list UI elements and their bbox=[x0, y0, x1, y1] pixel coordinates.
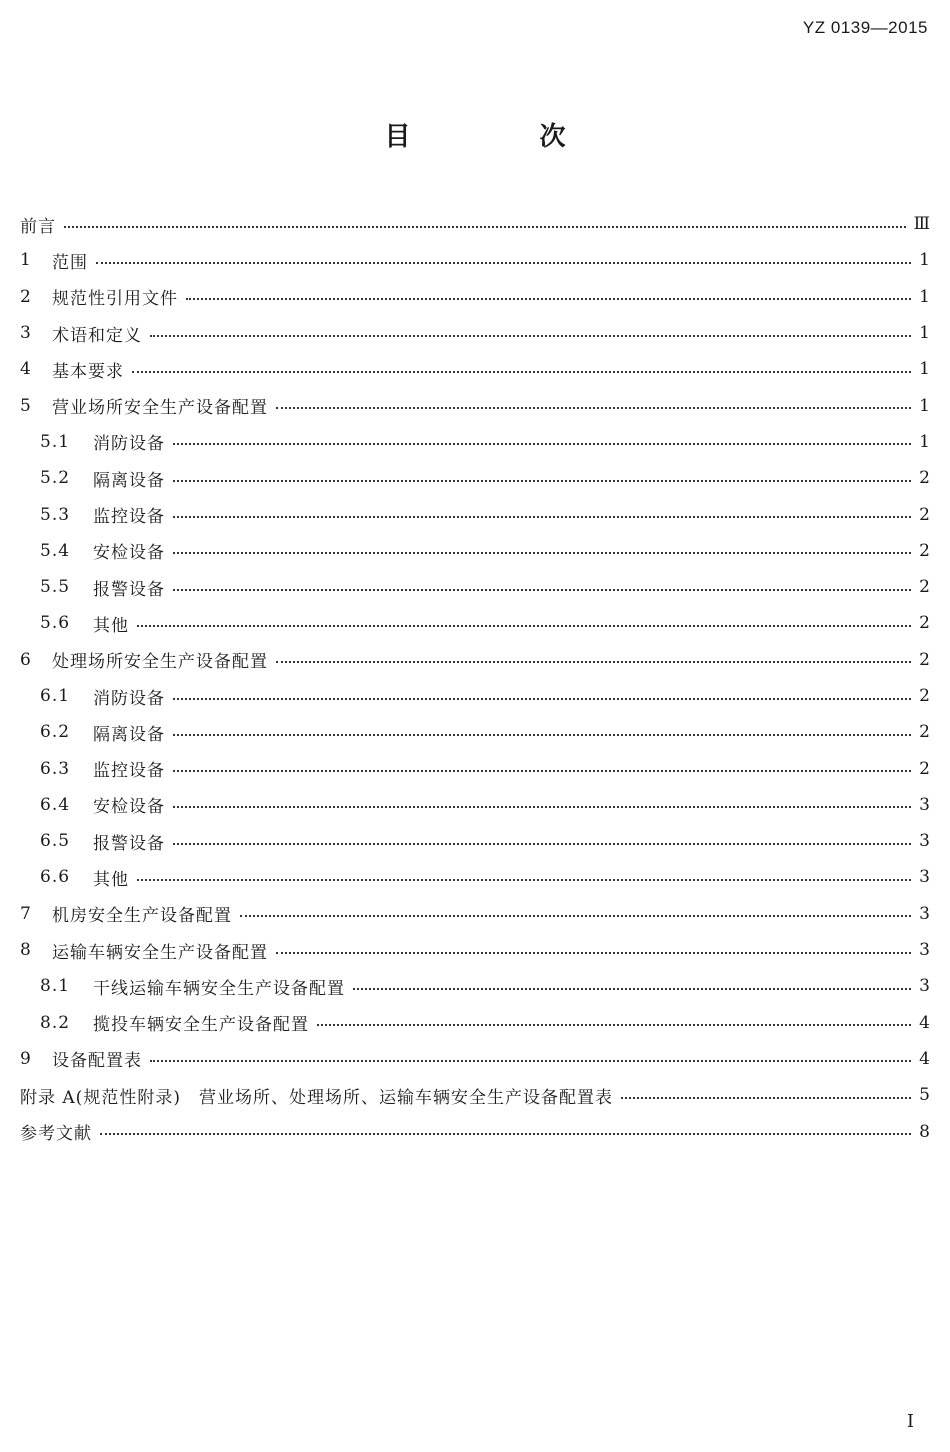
document-code: YZ 0139—2015 bbox=[802, 18, 928, 37]
toc-entry-page: 2 bbox=[919, 758, 930, 779]
toc-entry-page: 5 bbox=[919, 1085, 930, 1106]
dot-leader bbox=[317, 1023, 911, 1026]
toc-entry-page: 2 bbox=[919, 468, 930, 489]
toc-entry[interactable] bbox=[20, 315, 930, 351]
dot-leader bbox=[100, 1132, 911, 1135]
toc-entry-page: 4 bbox=[919, 1048, 930, 1069]
dot-leader bbox=[173, 479, 911, 482]
toc-entry[interactable] bbox=[20, 1005, 930, 1041]
dot-leader bbox=[173, 551, 911, 554]
toc-entry-title: 隔离设备 bbox=[93, 470, 165, 491]
toc-entry-title: 其他 bbox=[93, 869, 129, 890]
toc-entry-number: 8.1 bbox=[40, 976, 71, 997]
toc-entry-number: 5.1 bbox=[40, 431, 71, 452]
toc-entry[interactable] bbox=[20, 605, 930, 641]
dot-leader bbox=[132, 370, 911, 373]
toc-entry[interactable] bbox=[20, 242, 930, 278]
toc-entry-page: 2 bbox=[919, 649, 930, 670]
toc-entry-number: 3 bbox=[20, 323, 31, 344]
toc-entry[interactable] bbox=[20, 460, 930, 496]
toc-entry-title: 范围 bbox=[52, 252, 88, 273]
toc-entry[interactable] bbox=[20, 787, 930, 823]
toc-entry[interactable] bbox=[20, 533, 930, 569]
toc-entry[interactable] bbox=[20, 932, 930, 968]
toc-entry-page: 1 bbox=[919, 286, 930, 307]
toc-entry[interactable] bbox=[20, 1077, 930, 1113]
toc-entry[interactable] bbox=[20, 351, 930, 387]
toc-entry-number: 6.5 bbox=[40, 831, 71, 852]
toc-entry-title: 监控设备 bbox=[93, 507, 165, 528]
page-number: I bbox=[906, 1411, 914, 1432]
toc-entry-title: 参考文献 bbox=[20, 1124, 92, 1145]
toc-entry-number: 8.2 bbox=[40, 1012, 71, 1033]
page-title: 目 次 bbox=[384, 122, 626, 152]
toc-entry-title: 术语和定义 bbox=[52, 325, 142, 346]
toc-entry-title: 安检设备 bbox=[93, 543, 165, 564]
toc-entry-title: 规范性引用文件 bbox=[52, 289, 178, 310]
toc-entry-title: 报警设备 bbox=[93, 579, 165, 600]
toc-entry-title: 监控设备 bbox=[93, 761, 165, 782]
dot-leader bbox=[150, 334, 911, 337]
toc-entry-page: 1 bbox=[919, 395, 930, 416]
dot-leader bbox=[276, 406, 911, 409]
toc-entry[interactable] bbox=[20, 678, 930, 714]
toc-entry[interactable] bbox=[20, 1041, 930, 1077]
dot-leader bbox=[96, 261, 911, 264]
toc-entry-page: 1 bbox=[919, 323, 930, 344]
toc-entry[interactable] bbox=[20, 968, 930, 1004]
toc-entry[interactable] bbox=[20, 387, 930, 423]
dot-leader bbox=[186, 297, 911, 300]
dot-leader bbox=[621, 1096, 911, 1099]
toc-entry-page: 4 bbox=[919, 1012, 930, 1033]
dot-leader bbox=[173, 842, 911, 845]
dot-leader bbox=[173, 515, 911, 518]
toc-entry-number: 5.4 bbox=[40, 540, 71, 561]
dot-leader bbox=[173, 588, 911, 591]
toc-entry-page: 3 bbox=[919, 794, 930, 815]
toc-entry[interactable] bbox=[20, 896, 930, 932]
toc-entry-number: 2 bbox=[20, 286, 31, 307]
dot-leader bbox=[173, 733, 911, 736]
toc-entry-title: 消防设备 bbox=[93, 434, 165, 455]
toc-entry-number: 6.4 bbox=[40, 794, 71, 815]
toc-entry-number: 6.2 bbox=[40, 722, 71, 743]
toc-entry[interactable] bbox=[20, 1113, 930, 1149]
toc-entry-title: 揽投车辆安全生产设备配置 bbox=[93, 1015, 309, 1036]
toc-entry-number: 6.6 bbox=[40, 867, 71, 888]
toc-entry-page: 3 bbox=[919, 976, 930, 997]
toc-entry-page: 1 bbox=[919, 359, 930, 380]
dot-leader bbox=[137, 878, 911, 881]
dot-leader bbox=[173, 805, 911, 808]
toc-entry-number: 5.5 bbox=[40, 577, 71, 598]
toc-entry[interactable] bbox=[20, 750, 930, 786]
toc-entry[interactable] bbox=[20, 279, 930, 315]
dot-leader bbox=[173, 769, 911, 772]
toc-entry-number: 7 bbox=[20, 903, 31, 924]
toc-entry-number: 5.6 bbox=[40, 613, 71, 634]
toc-entry-title: 其他 bbox=[93, 615, 129, 636]
toc-entry-page: 2 bbox=[919, 722, 930, 743]
toc-entry-page: 3 bbox=[919, 831, 930, 852]
dot-leader bbox=[150, 1059, 911, 1062]
toc-entry-number: 6.3 bbox=[40, 758, 71, 779]
toc-entry-number: 1 bbox=[20, 250, 31, 271]
toc-entry[interactable] bbox=[20, 859, 930, 895]
toc-entry[interactable] bbox=[20, 206, 930, 242]
dot-leader bbox=[353, 987, 911, 990]
toc-entry-page: 3 bbox=[919, 867, 930, 888]
toc-entry-page: 1 bbox=[919, 431, 930, 452]
toc-entry-title: 处理场所安全生产设备配置 bbox=[52, 652, 268, 673]
toc-entry-title: 设备配置表 bbox=[52, 1051, 142, 1072]
toc-entry-number: 9 bbox=[20, 1048, 31, 1069]
dot-leader bbox=[276, 660, 911, 663]
toc-entry-title: 隔离设备 bbox=[93, 724, 165, 745]
toc-entry-title: 安检设备 bbox=[93, 797, 165, 818]
toc-entry[interactable] bbox=[20, 496, 930, 532]
toc-entry-title: 报警设备 bbox=[93, 833, 165, 854]
toc-entry-number: 5.3 bbox=[40, 504, 71, 525]
toc-entry[interactable] bbox=[20, 642, 930, 678]
dot-leader bbox=[276, 951, 911, 954]
toc-entry-page: 2 bbox=[919, 504, 930, 525]
dot-leader bbox=[240, 914, 911, 917]
toc-entry-number: 4 bbox=[20, 359, 31, 380]
toc-entry-title: 机房安全生产设备配置 bbox=[52, 906, 232, 927]
toc-entry-title: 营业场所安全生产设备配置 bbox=[52, 398, 268, 419]
toc-entry-title: 干线运输车辆安全生产设备配置 bbox=[93, 978, 345, 999]
dot-leader bbox=[64, 225, 906, 228]
dot-leader bbox=[173, 442, 911, 445]
dot-leader bbox=[137, 624, 911, 627]
toc-entry-title: 附录 A(规范性附录) 营业场所、处理场所、运输车辆安全生产设备配置表 bbox=[20, 1087, 613, 1108]
toc-entry-page: 2 bbox=[919, 686, 930, 706]
toc-entry-page: 3 bbox=[919, 940, 930, 961]
dot-leader bbox=[173, 697, 911, 700]
toc-entry-page: 2 bbox=[919, 540, 930, 561]
toc-entry-title: 基本要求 bbox=[52, 361, 124, 382]
toc-entry-number: 5 bbox=[20, 395, 31, 416]
toc-entry[interactable] bbox=[20, 569, 930, 605]
toc-entry-page: Ⅲ bbox=[913, 214, 930, 235]
toc-entry-page: 3 bbox=[919, 903, 930, 924]
toc-entry-number: 6.1 bbox=[40, 686, 71, 706]
toc-entry-page: 2 bbox=[919, 577, 930, 598]
toc-entry-number: 6 bbox=[20, 649, 31, 670]
toc-entry-title: 运输车辆安全生产设备配置 bbox=[52, 942, 268, 963]
toc-entry[interactable] bbox=[20, 424, 930, 460]
table-of-contents bbox=[20, 206, 930, 1150]
toc-entry-number: 8 bbox=[20, 940, 31, 961]
toc-entry[interactable] bbox=[20, 823, 930, 859]
toc-entry-page: 8 bbox=[919, 1121, 930, 1142]
toc-entry-title: 前言 bbox=[20, 216, 56, 237]
toc-entry[interactable] bbox=[20, 714, 930, 750]
toc-entry-number: 5.2 bbox=[40, 468, 71, 489]
toc-entry-page: 1 bbox=[919, 250, 930, 271]
toc-entry-page: 2 bbox=[919, 613, 930, 634]
toc-entry-title: 消防设备 bbox=[93, 688, 165, 709]
